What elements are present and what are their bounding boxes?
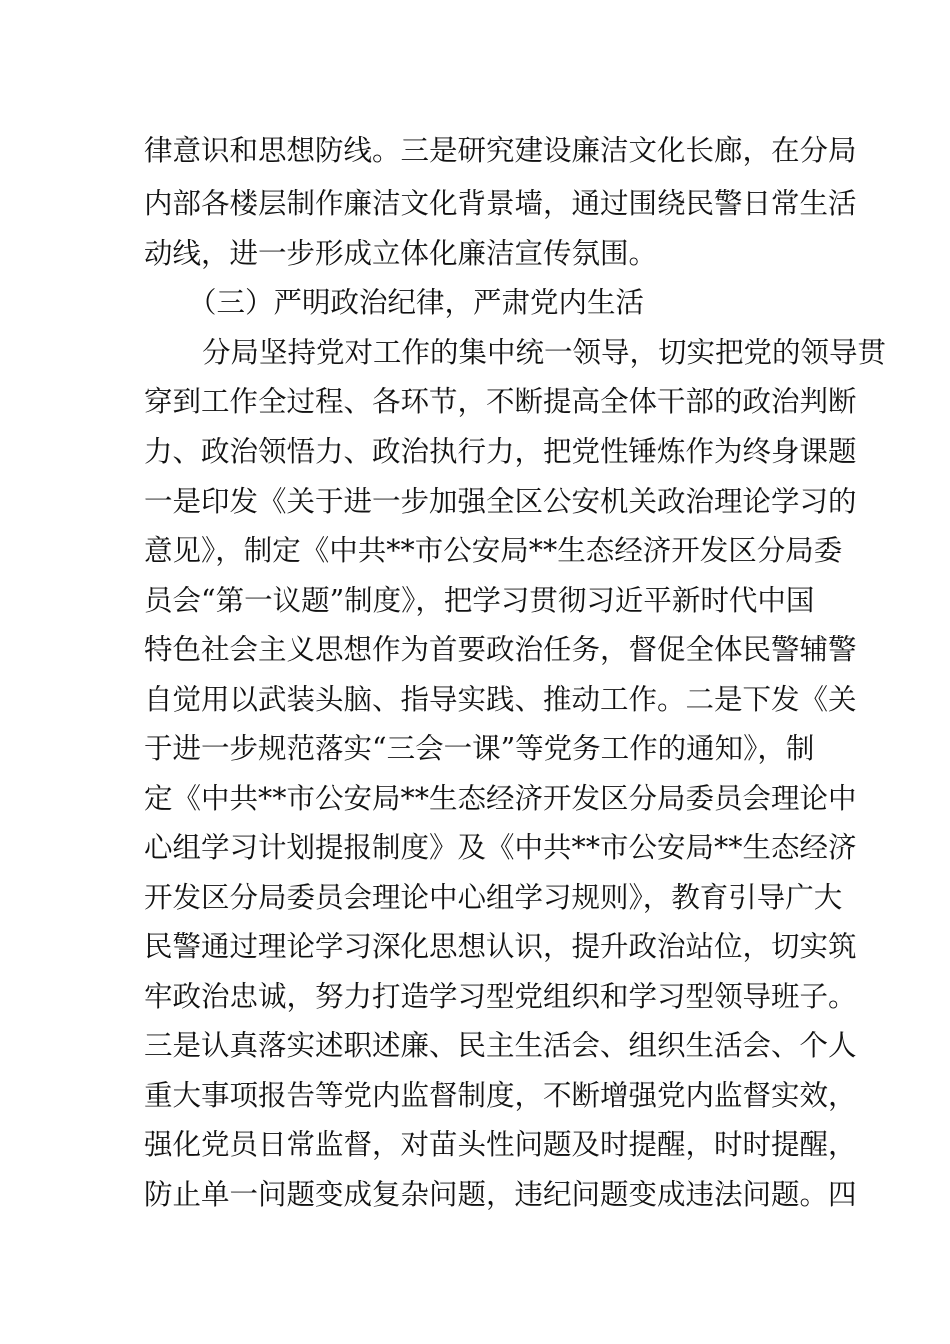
text-line: 特色社会主义思想作为首要政治任务，督促全体民警辅警 [144, 633, 857, 666]
text-line: 一是印发《关于进一步加强全区公安机关政治理论学习的 [144, 485, 857, 518]
text-line: 重大事项报告等党内监督制度，不断增强党内监督实效， [144, 1079, 857, 1112]
text-line: 定《中共**市公安局**生态经济开发区分局委员会理论中 [144, 782, 857, 815]
text-line: 穿到工作全过程、各环节，不断提高全体干部的政治判断 [144, 385, 857, 418]
section-heading: （三）严明政治纪律，严肃党内生活 [188, 286, 645, 319]
text-line: 于进一步规范落实“三会一课”等党务工作的通知》，制 [144, 732, 815, 765]
text-line: 动线，进一步形成立体化廉洁宣传氛围。 [144, 237, 658, 270]
text-line: 自觉用以武装头脑、指导实践、推动工作。二是下发《关 [144, 683, 857, 716]
text-line: 心组学习计划提报制度》及《中共**市公安局**生态经济 [144, 831, 857, 864]
text-line: 防止单一问题变成复杂问题，违纪问题变成违法问题。四 [144, 1178, 857, 1211]
text-line: 律意识和思想防线。三是研究建设廉洁文化长廊，在分局 [144, 134, 857, 167]
text-line: 力、政治领悟力、政治执行力，把党性锤炼作为终身课题 [144, 435, 857, 468]
text-line: 内部各楼层制作廉洁文化背景墙，通过围绕民警日常生活 [144, 187, 857, 220]
text-line: 意见》，制定《中共**市公安局**生态经济开发区分局委 [144, 534, 843, 567]
text-line: 牢政治忠诚，努力打造学习型党组织和学习型领导班子。 [144, 980, 857, 1013]
text-line: 民警通过理论学习深化思想认识，提升政治站位，切实筑 [144, 930, 857, 963]
text-line: 三是认真落实述职述廉、民主生活会、组织生活会、个人 [144, 1029, 857, 1062]
text-line: 开发区分局委员会理论中心组学习规则》，教育引导广大 [144, 881, 843, 914]
text-line: 分局坚持党对工作的集中统一领导，切实把党的领导贯 [202, 336, 887, 369]
text-line: 员会“第一议题”制度》，把学习贯彻习近平新时代中国 [144, 584, 815, 617]
text-line: 强化党员日常监督，对苗头性问题及时提醒，时时提醒， [144, 1128, 857, 1161]
